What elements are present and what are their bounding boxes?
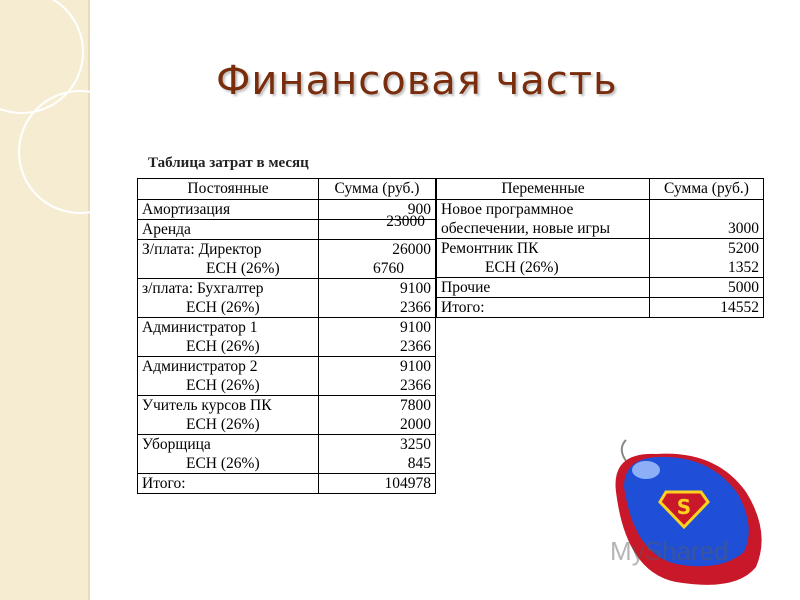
table-row (138, 435, 436, 474)
table-caption: Таблица затрат в месяц (148, 155, 309, 171)
row-label: з/плата: Бухгалтер (142, 280, 264, 297)
row-sublabel: ЕСН (26%) (485, 259, 559, 276)
row-label-cell (138, 435, 319, 474)
row-sublabel: ЕСН (26%) (186, 377, 260, 394)
row-value-cell (319, 357, 436, 396)
row-label: Ремонтник ПК (441, 240, 539, 257)
row-value: 3000 (728, 220, 759, 237)
decorative-side-strip (0, 0, 90, 600)
row-value-cell (650, 239, 764, 278)
table-row (138, 357, 436, 396)
row-subvalue: 2366 (400, 338, 431, 355)
row-label-cell (437, 239, 650, 278)
row-value: 9100 (400, 319, 431, 336)
row-sublabel: ЕСН (26%) (186, 299, 260, 316)
total-row (437, 298, 764, 318)
row-subvalue: 6760 (373, 260, 404, 277)
row-subvalue: 845 (407, 455, 431, 472)
row-label-cell (138, 240, 319, 279)
table-row (138, 279, 436, 318)
total-value: 104978 (319, 474, 436, 494)
table-row (138, 396, 436, 435)
total-row (138, 474, 436, 494)
row-subvalue: 2000 (400, 416, 431, 433)
row-label: Новое программное (441, 201, 574, 218)
row-label: З/плата: Директор (142, 241, 262, 258)
total-label: Итого: (138, 474, 319, 494)
row-label-cell (138, 318, 319, 357)
row-value: 23000 (386, 213, 425, 230)
row-sublabel: ЕСН (26%) (186, 338, 260, 355)
row-value-cell (319, 318, 436, 357)
column-header: Переменные (437, 179, 650, 200)
row-value: 3250 (400, 436, 431, 453)
row-value: 26000 (392, 241, 431, 258)
row-label: обеспечении, новые игры (441, 220, 611, 237)
decorative-circle (18, 90, 142, 214)
column-header: Постоянные (138, 179, 319, 200)
table-row (138, 240, 436, 279)
row-label-cell (138, 396, 319, 435)
column-header: Сумма (руб.) (650, 179, 764, 200)
row-value-cell (650, 200, 764, 239)
table-header-row (138, 179, 436, 200)
row-subvalue: 1352 (728, 259, 759, 276)
row-label: Уборщица (142, 436, 211, 453)
variable-costs-table (436, 178, 764, 318)
computer-mouse-image (606, 432, 776, 592)
row-sublabel: ЕСН (26%) (186, 455, 260, 472)
row-label: Администратор 1 (142, 319, 258, 336)
table-row (138, 220, 436, 240)
row-value-cell (319, 279, 436, 318)
total-value: 14552 (650, 298, 764, 318)
row-label-cell (138, 279, 319, 318)
row-value-cell (319, 240, 436, 279)
row-label: Администратор 2 (142, 358, 258, 375)
fixed-costs-table (137, 178, 436, 494)
row-value: 900 (319, 200, 436, 220)
row-label-cell (138, 357, 319, 396)
table-header-row (437, 179, 764, 200)
slide-title: Финансовая часть (216, 58, 618, 104)
watermark: MyShared (610, 536, 729, 566)
table-row (138, 318, 436, 357)
column-header: Сумма (руб.) (319, 179, 436, 200)
row-label: Прочие (437, 278, 650, 298)
row-value-cell (319, 435, 436, 474)
table-row (437, 200, 764, 239)
row-sublabel: ЕСН (26%) (186, 416, 260, 433)
table-row (437, 278, 764, 298)
row-value: 9100 (400, 280, 431, 297)
superman-logo-letter: S (676, 495, 692, 519)
row-value: 5000 (650, 278, 764, 298)
row-value: 7800 (400, 397, 431, 414)
row-value: 5200 (728, 240, 759, 257)
row-value: 9100 (400, 358, 431, 375)
row-subvalue: 2366 (400, 377, 431, 394)
row-sublabel: ЕСН (26%) (206, 260, 280, 277)
row-value-cell (319, 396, 436, 435)
mouse-scroll-wheel (632, 461, 660, 479)
row-label: Учитель курсов ПК (142, 397, 272, 414)
row-label: Аренда (138, 220, 319, 240)
row-label-cell (437, 200, 650, 239)
table-row (437, 239, 764, 278)
row-label: Амортизация (138, 200, 319, 220)
row-value-cell (319, 213, 436, 240)
row-subvalue: 2366 (400, 299, 431, 316)
total-label: Итого: (437, 298, 650, 318)
